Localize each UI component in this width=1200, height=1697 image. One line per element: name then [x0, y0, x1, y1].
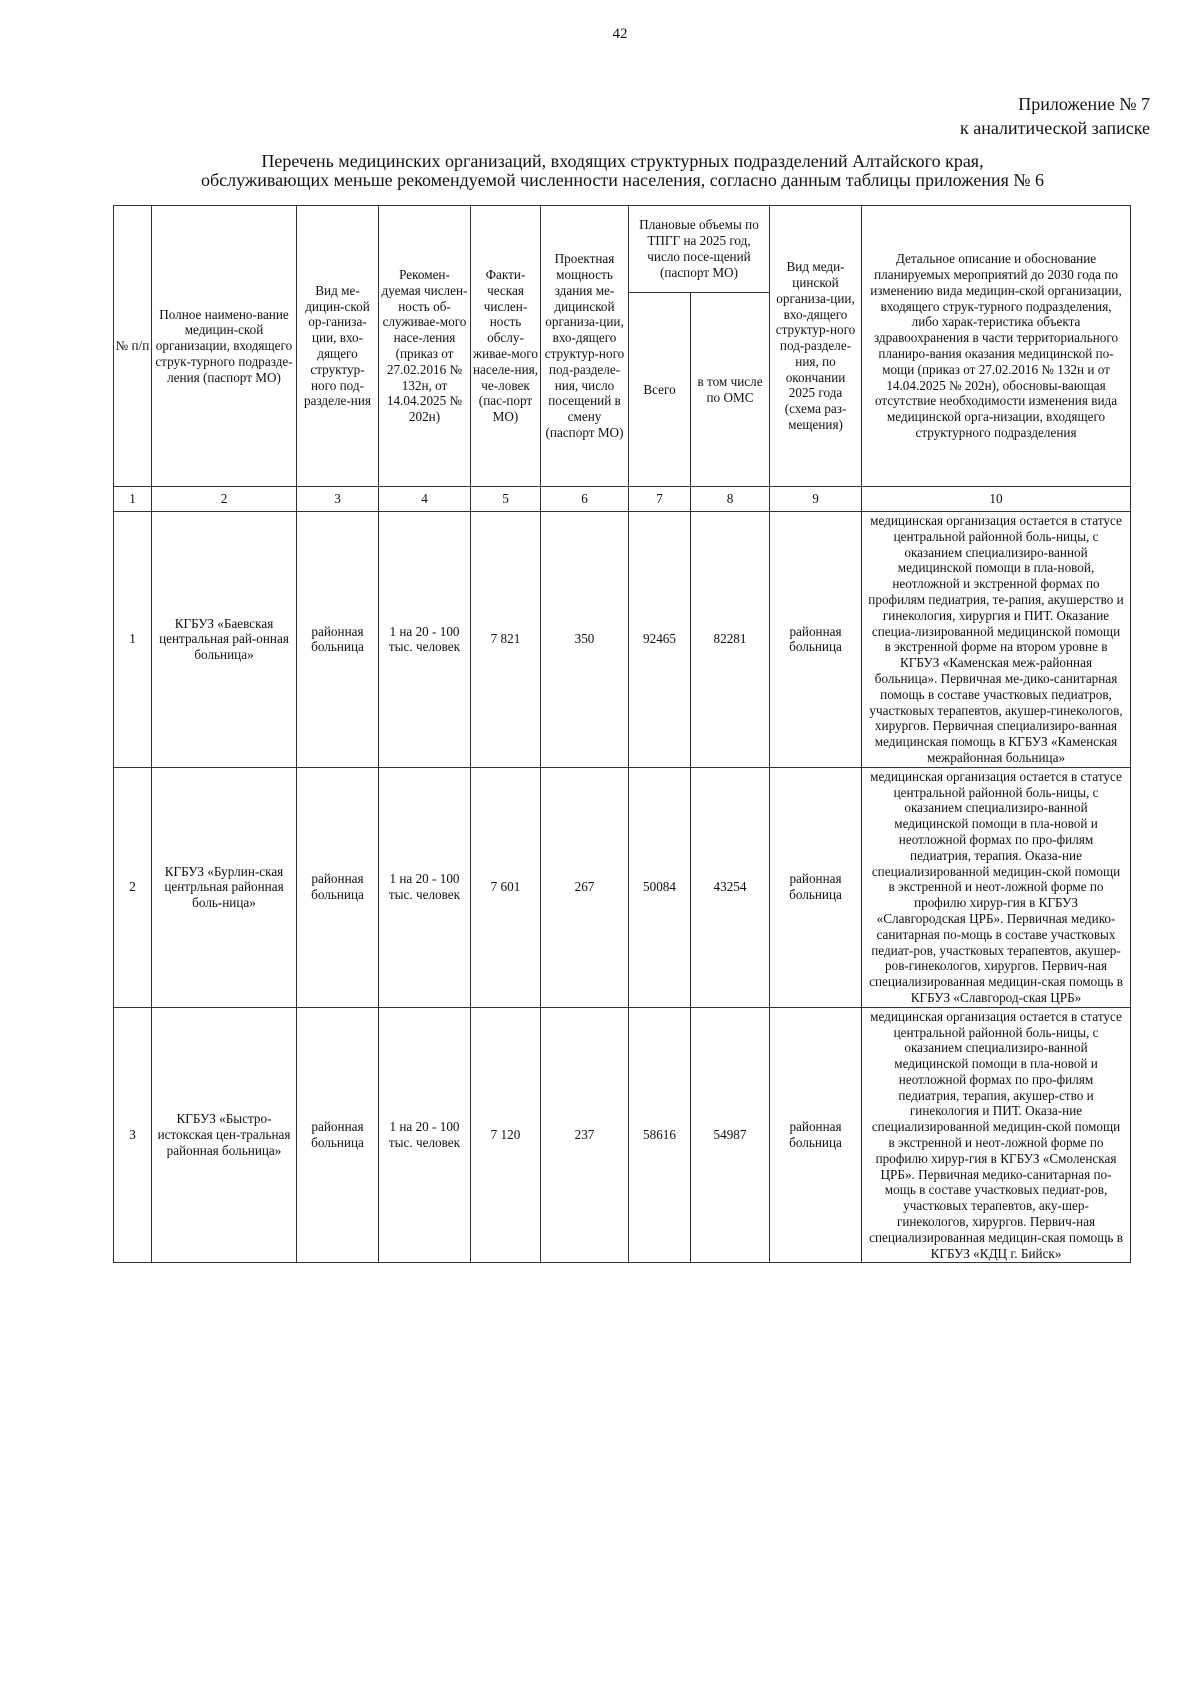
- column-numbers-row: [114, 487, 1131, 512]
- row-description: медицинская организация остается в статусе центральной районной боль-ницы, с оказанием специализиро-ванной медицинской помощи в пла-новой и неотложной формах по про-филям педиатрия, терапия, акушер-ство и гинекология и ПИТ. Оказа-ние специализированной медицин-ской помощи в экстренной и неот-ложной форме по профилю хирур-гия в КГБУЗ «Смоленская ЦРБ». Первичная медико-санитарная по-мощь в составе участковых педиат-ров, участковых терапевтов, аку-шер-гинекологов, хирургов. Первич-ная специализированная медицин-ская помощь в КГБУЗ «КДЦ г. Бийск»: [862, 1007, 1131, 1263]
- document-title: [105, 152, 1140, 190]
- header-planned-volumes: Плановые объемы по ТПГГ на 2025 год, число посе-щений (паспорт МО): [629, 206, 770, 293]
- row-total: 92465: [629, 512, 691, 768]
- column-number: 9: [770, 487, 862, 512]
- row-total: 50084: [629, 767, 691, 1007]
- header-description: Детальное описание и обоснование планируемых мероприятий до 2030 года по изменению вида медицин-ской организации, входящего струк-турного подразделения, либо харак-теристика объекта здравоохранения в части территориального планиро-вания оказания медицинской по-мощи (приказ от 27.02.2016 № 132н и от 14.04.2025 № 202н), обосновы-вающая отсутствие необходимости изменения вида медицинской орга-низации, входящего структурного подразделения: [862, 206, 1131, 487]
- row-total: 58616: [629, 1007, 691, 1263]
- row-actual: 7 120: [471, 1007, 541, 1263]
- row-org-name: КГБУЗ «Баевская центральная рай-онная больница»: [152, 512, 297, 768]
- column-number: 6: [541, 487, 629, 512]
- appendix-caption: [960, 92, 1150, 140]
- row-oms: 43254: [691, 767, 770, 1007]
- header-oms: в том числе по ОМС: [691, 293, 770, 487]
- row-org-name: КГБУЗ «Бурлин-ская центрльная районная боль-ница»: [152, 767, 297, 1007]
- header-org-name: Полное наимено-вание медицин-ской организации, входящего струк-турного подразде-ления (паспорт МО): [152, 206, 297, 487]
- table-row: [114, 1007, 1131, 1263]
- title-line-2: обслуживающих меньше рекомендуемой численности населения, согласно данным таблицы приложения № 6: [200, 170, 1045, 190]
- title-line-1: Перечень медицинских организаций, входящих структурных подразделений Алтайского края,: [261, 151, 984, 171]
- column-number: 4: [379, 487, 471, 512]
- column-number: 7: [629, 487, 691, 512]
- organizations-table: [113, 205, 1131, 1263]
- column-number: 2: [152, 487, 297, 512]
- row-num: 2: [114, 767, 152, 1007]
- row-type-end: районная больница: [770, 767, 862, 1007]
- row-type-end: районная больница: [770, 512, 862, 768]
- column-number: 10: [862, 487, 1131, 512]
- row-type-end: районная больница: [770, 1007, 862, 1263]
- header-capacity: Проектная мощность здания ме-дицинской организа-ции, вхо-дящего структур-ного под-разделе-ния, число посещений в смену (паспорт МО): [541, 206, 629, 487]
- row-capacity: 267: [541, 767, 629, 1007]
- row-oms: 82281: [691, 512, 770, 768]
- row-org-name: КГБУЗ «Быстро-истокская цен-тральная районная больница»: [152, 1007, 297, 1263]
- table-row: [114, 512, 1131, 768]
- row-org-type: районная больница: [297, 767, 379, 1007]
- column-number: 3: [297, 487, 379, 512]
- column-number: 8: [691, 487, 770, 512]
- header-row-1: [114, 206, 1131, 293]
- row-oms: 54987: [691, 1007, 770, 1263]
- row-description: медицинская организация остается в статусе центральной районной боль-ницы, с оказанием специализиро-ванной медицинской помощи в пла-новой, неотложной и экстренной формах по профилям педиатрия, те-рапия, акушерство и гинекология, хирургия и ПИТ. Оказание специа-лизированной медицинской помощи в экстренной форме на втором уровне в КГБУЗ «Каменская меж-районная больница». Первичная ме-дико-санитарная помощь в составе участковых педиатров, участковых терапевтов, акушер-гинекологов, хирургов. Первичная специализиро-ванная медицинская помощь в КГБУЗ «Каменская межрайонная больница»: [862, 512, 1131, 768]
- row-recommended: 1 на 20 - 100 тыс. человек: [379, 512, 471, 768]
- appendix-line-1: Приложение № 7: [1018, 94, 1150, 114]
- table-row: [114, 767, 1131, 1007]
- header-recommended-population: Рекомен-дуемая числен-ность об-служивае-мого насе-ления (приказ от 27.02.2016 № 132н, от 14.04.2025 № 202н): [379, 206, 471, 487]
- row-capacity: 237: [541, 1007, 629, 1263]
- row-capacity: 350: [541, 512, 629, 768]
- header-actual-population: Факти-ческая числен-ность обслу-живае-мого населе-ния, че-ловек (пас-порт МО): [471, 206, 541, 487]
- row-actual: 7 821: [471, 512, 541, 768]
- row-actual: 7 601: [471, 767, 541, 1007]
- header-num: № п/п: [114, 206, 152, 487]
- header-type-end-2025: Вид меди-цинской организа-ции, вхо-дящего структур-ного под-разделе-ния, по окончании 2025 года (схема раз-мещения): [770, 206, 862, 487]
- row-description: медицинская организация остается в статусе центральной районной боль-ницы, с оказанием специализиро-ванной медицинской помощи в пла-новой и неотложной формах по про-филям педиатрия, терапия. Оказа-ние специализированной медицин-ской помощи в экстренной и неот-ложной форме по профилю хирур-гия в КГБУЗ «Славгородская ЦРБ». Первичная медико-санитарная по-мощь в составе участковых педиат-ров, участковых терапевтов, акушер-ров-гинекологов, хирургов. Первич-ная специализированная медицин-ская помощь в КГБУЗ «Славгород-ская ЦРБ»: [862, 767, 1131, 1007]
- row-num: 3: [114, 1007, 152, 1263]
- row-num: 1: [114, 512, 152, 768]
- header-total: Всего: [629, 293, 691, 487]
- page-number: 42: [612, 26, 628, 42]
- column-number: 5: [471, 487, 541, 512]
- row-org-type: районная больница: [297, 512, 379, 768]
- column-number: 1: [114, 487, 152, 512]
- row-recommended: 1 на 20 - 100 тыс. человек: [379, 767, 471, 1007]
- appendix-line-2: к аналитической записке: [960, 118, 1150, 138]
- header-org-type: Вид ме-дицин-ской ор-ганиза-ции, вхо-дящего структур-ного под-разделе-ния: [297, 206, 379, 487]
- row-org-type: районная больница: [297, 1007, 379, 1263]
- row-recommended: 1 на 20 - 100 тыс. человек: [379, 1007, 471, 1263]
